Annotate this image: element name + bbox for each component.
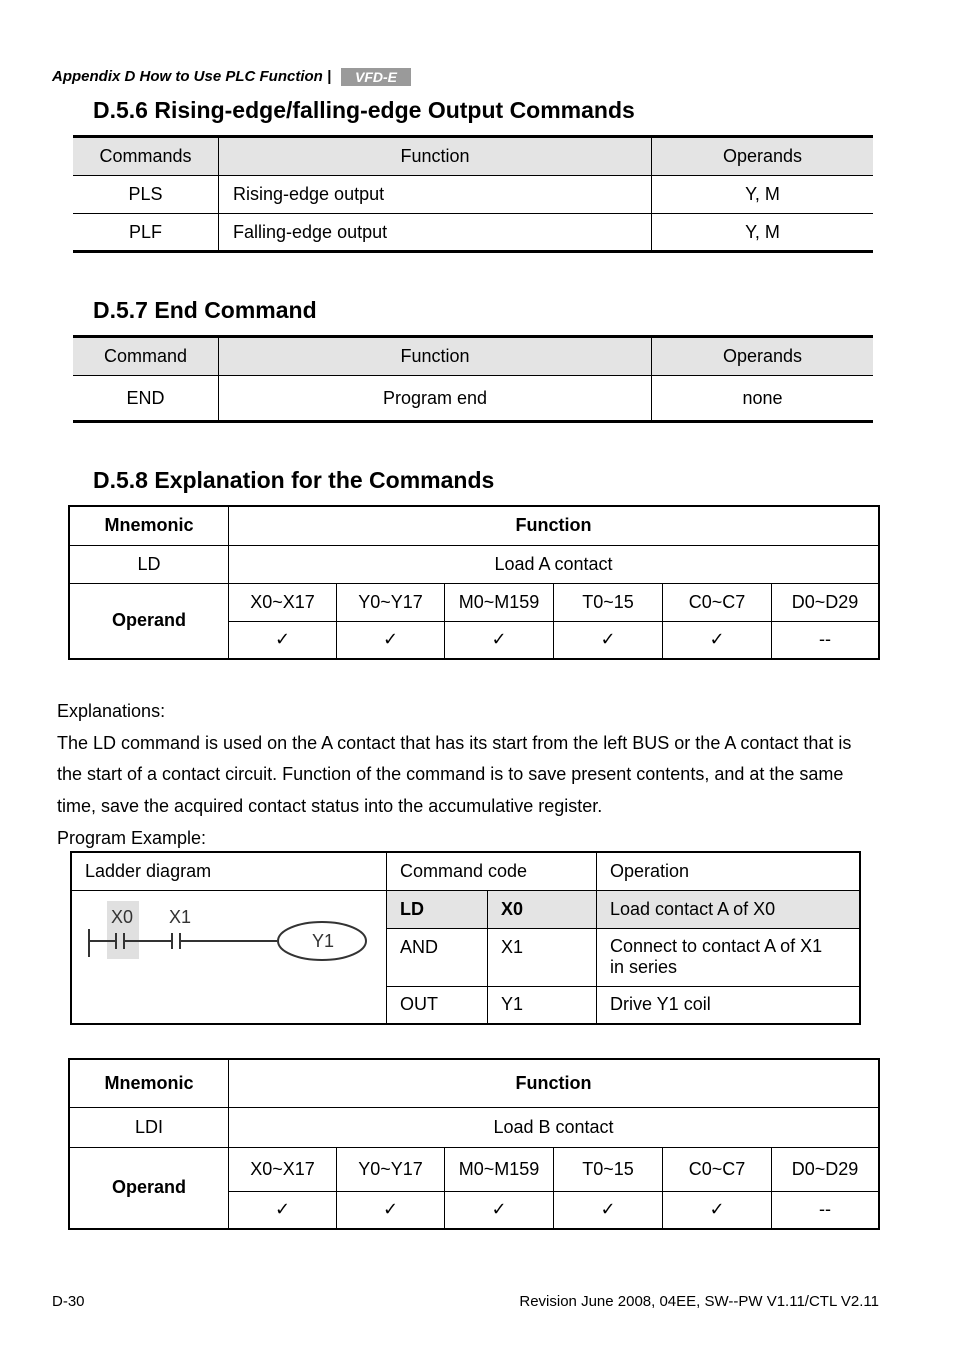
operand-range: X0~X17 (229, 583, 337, 621)
vfd-e-logo (341, 68, 411, 86)
program-example-title: Program Example: (57, 828, 207, 848)
mnemonic-header: Mnemonic (69, 1059, 229, 1107)
operand-range: Y0~Y17 (337, 583, 445, 621)
function-header: Function (229, 506, 880, 545)
mnemonic-value: LDI (69, 1107, 229, 1147)
check-mark: ✓ (445, 1191, 554, 1229)
cell-cmd: OUT (387, 986, 488, 1024)
check-mark: ✓ (554, 621, 663, 659)
running-header (52, 68, 411, 86)
cell-operands: Y, M (652, 214, 874, 252)
cell-command: END (73, 376, 219, 422)
cell-arg: X0 (488, 890, 597, 928)
mnemonic-header: Mnemonic (69, 506, 229, 545)
explanation-line: time, save the acquired contact status into the accumulative register. (57, 795, 603, 816)
contact-label-x0: X0 (111, 906, 134, 927)
not-applicable-mark: -- (772, 1191, 880, 1229)
table-row (73, 214, 873, 252)
operand-range: C0~C7 (663, 1147, 772, 1191)
header-ladder-diagram: Ladder diagram (71, 852, 387, 890)
explanation-line: The LD command is used on the A contact that has its start from the left BUS or the A contact that is (57, 732, 852, 753)
check-mark: ✓ (554, 1191, 663, 1229)
program-example-table (70, 851, 861, 1025)
header-operands: Operands (652, 337, 874, 376)
operand-range: X0~X17 (229, 1147, 337, 1191)
section-title-explanation: D.5.8 Explanation for the Commands (93, 467, 495, 493)
not-applicable-mark: -- (772, 621, 880, 659)
header-operation: Operation (597, 852, 861, 890)
explanation-line: the start of a contact circuit. Function of the command is to save present contents, and at the same (57, 764, 844, 784)
operand-range: T0~15 (554, 1147, 663, 1191)
mnemonic-value: LD (69, 545, 229, 583)
cell-command: PLS (73, 176, 219, 214)
header-function: Function (219, 337, 652, 376)
check-mark: ✓ (445, 621, 554, 659)
cell-function: Rising-edge output (219, 176, 652, 214)
operand-header: Operand (69, 1147, 229, 1229)
check-mark: ✓ (663, 1191, 772, 1229)
cell-command: PLF (73, 214, 219, 252)
cell-operation (597, 928, 861, 986)
check-mark: ✓ (663, 621, 772, 659)
cell-cmd: LD (387, 890, 488, 928)
function-value: Load A contact (229, 545, 880, 583)
operand-range: T0~15 (554, 583, 663, 621)
cell-function: Program end (219, 376, 652, 422)
cell-operation: Load contact A of X0 (597, 890, 861, 928)
table-row (73, 376, 873, 422)
operand-range: D0~D29 (772, 1147, 880, 1191)
explanation-block (57, 696, 887, 822)
function-header: Function (229, 1059, 880, 1107)
section-title-rising-falling: D.5.6 Rising-edge/falling-edge Output Commands (93, 97, 635, 123)
function-value: Load B contact (229, 1107, 880, 1147)
check-mark: ✓ (337, 621, 445, 659)
header-command: Command (73, 337, 219, 376)
ladder-diagram-cell (71, 890, 387, 1024)
operand-range: C0~C7 (663, 583, 772, 621)
check-mark: ✓ (229, 1191, 337, 1229)
page-number: D-30 (52, 1293, 85, 1310)
header-function: Function (219, 137, 652, 176)
explanation-title: Explanations: (57, 701, 166, 721)
header-commands: Commands (73, 137, 219, 176)
appendix-label: Appendix D How to Use PLC Function | (52, 68, 332, 85)
cell-operation: Drive Y1 coil (597, 986, 861, 1024)
section-title-end-command: D.5.7 End Command (93, 297, 317, 323)
operation-line: Connect to contact A of X1 (610, 936, 823, 956)
cell-operands: Y, M (652, 176, 874, 214)
check-mark: ✓ (337, 1191, 445, 1229)
operand-header: Operand (69, 583, 229, 659)
check-mark: ✓ (229, 621, 337, 659)
coil-label-y1: Y1 (312, 930, 335, 951)
header-command-code: Command code (387, 852, 597, 890)
cell-cmd: AND (387, 928, 488, 986)
table-row (73, 176, 873, 214)
operand-range: Y0~Y17 (337, 1147, 445, 1191)
table-row (71, 890, 860, 928)
cell-function: Falling-edge output (219, 214, 652, 252)
ldi-operand-table (68, 1058, 880, 1230)
operand-range: M0~M159 (445, 1147, 554, 1191)
cell-arg: X1 (488, 928, 597, 986)
cell-arg: Y1 (488, 986, 597, 1024)
operand-range: D0~D29 (772, 583, 880, 621)
end-command-table (73, 335, 873, 423)
ld-operand-table (68, 505, 880, 660)
operand-range: M0~M159 (445, 583, 554, 621)
operation-line: in series (610, 957, 678, 977)
rising-falling-table (73, 135, 873, 253)
svg-text:VFD-E: VFD-E (355, 69, 398, 86)
contact-label-x1: X1 (169, 906, 192, 927)
revision-note: Revision June 2008, 04EE, SW--PW V1.11/CTL V2.11 (519, 1293, 879, 1310)
header-operands: Operands (652, 137, 874, 176)
ladder-diagram (72, 891, 372, 1021)
cell-operands: none (652, 376, 874, 422)
